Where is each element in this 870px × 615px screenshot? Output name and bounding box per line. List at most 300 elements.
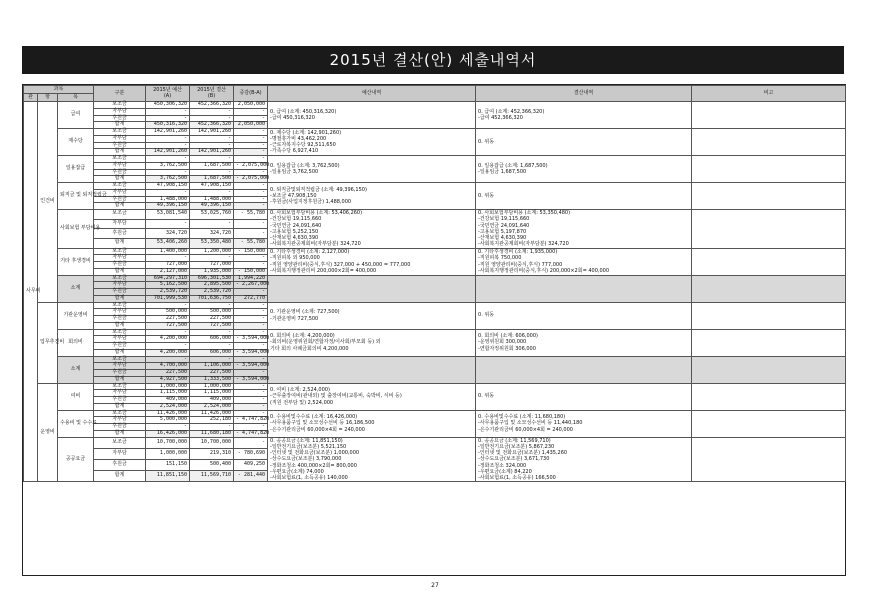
diff-cell: - [234, 129, 268, 136]
budget-cell: 409,000 [146, 397, 190, 404]
budget-cell: 16,426,000 [146, 430, 190, 437]
settle-cell: 1,115,000 [190, 390, 234, 397]
gubun-cell: 자부담 [94, 135, 146, 142]
detail-line: 0. 급여 (소계: 450,316,320) [270, 108, 337, 115]
detail-line: -고용보험 5,252,150 [270, 228, 319, 235]
budget-cell: - [146, 302, 190, 309]
detail-line: -급여 452,366,320 [478, 115, 523, 121]
budget-cell: 142,901,260 [146, 129, 190, 136]
budget-cell: - [146, 329, 190, 336]
gubun-cell: 후원금 [94, 316, 146, 323]
mok-cell: 여비 [58, 383, 94, 410]
settle-cell: - [190, 255, 234, 262]
settle-cell: 696,301,530 [190, 275, 234, 282]
settle-cell: 1,687,500 [190, 162, 234, 169]
diff-cell: - [234, 309, 268, 316]
settle-cell: 452,366,320 [190, 122, 234, 129]
diff-cell: - [234, 383, 268, 390]
detail-line: -운영위원회 300,000 [478, 339, 527, 346]
budget-cell: - [146, 356, 190, 363]
diff-cell: - [234, 135, 268, 142]
gubun-cell: 후원금 [94, 397, 146, 404]
diff-cell: - 281,440 [234, 471, 268, 482]
diff-cell: - [234, 196, 268, 203]
budget-cell: 227,500 [146, 370, 190, 377]
diff-cell: - [234, 149, 268, 156]
settle-detail-cell [476, 410, 692, 437]
gubun-cell: 자부담 [94, 282, 146, 289]
settle-cell: 53,350,480 [190, 238, 234, 248]
settle-cell: 227,500 [190, 370, 234, 377]
settle-detail-cell [476, 383, 692, 410]
detail-line: -인터넷 및 전화요금(보조분) 1,000,000 [270, 450, 360, 456]
budget-cell: - [146, 135, 190, 142]
header-subject: 과목 [24, 86, 94, 94]
budget-cell: 3,762,500 [146, 162, 190, 169]
budget-cell: 324,720 [146, 229, 190, 239]
table-row [24, 129, 846, 136]
header-budget: 2015년 예산 (A) [146, 86, 190, 102]
gubun-cell: 후원금 [94, 289, 146, 296]
diff-cell: - [234, 390, 268, 397]
budget-cell: 1,115,000 [146, 390, 190, 397]
detail-line: -산재보험 4,630,390 [478, 235, 527, 241]
gubun-cell: 보조금 [94, 383, 146, 390]
budget-cell: 701,999,530 [146, 295, 190, 302]
budget-detail-cell [268, 302, 476, 329]
budget-detail-cell [268, 329, 476, 356]
gubun-cell: 합계 [94, 322, 146, 329]
detail-line: -사회복지관공제회비(자부담분) 324,720 [478, 241, 569, 248]
budget-detail-cell [268, 275, 476, 302]
diff-cell: - 4,747,820 [234, 430, 268, 437]
settle-detail-cell [476, 329, 692, 356]
page-title: 2015년 결산(안) 세출내역서 [22, 46, 844, 74]
gubun-cell: 보조금 [94, 156, 146, 163]
detail-line: -은수기관리금비 60,000×4회 = 240,000 [270, 426, 365, 433]
settle-cell: 2,895,500 [190, 282, 234, 289]
mok-cell: 수용비 및 수수료 [58, 410, 94, 437]
diff-cell: - [234, 169, 268, 176]
gubun-cell: 자부담 [94, 255, 146, 262]
budget-cell: 11,851,150 [146, 471, 190, 482]
settle-cell: 452,366,320 [190, 102, 234, 109]
budget-cell: 11,426,000 [146, 410, 190, 417]
gubun-cell: 보조금 [94, 183, 146, 190]
budget-cell: 53,081,540 [146, 210, 190, 220]
page-number: 27 [431, 582, 439, 589]
table-row [24, 383, 846, 390]
budget-cell: 4,200,000 [146, 336, 190, 343]
settle-cell: - [190, 108, 234, 115]
budget-cell: 1,488,000 [146, 196, 190, 203]
gubun-cell: 보조금 [94, 129, 146, 136]
budget-detail-cell [268, 210, 476, 249]
detail-line: 0. 일용잡급 (소계: 1,687,500) [478, 162, 548, 169]
table-row [24, 302, 846, 309]
diff-cell: - 3,594,000 [234, 363, 268, 370]
gubun-cell: 합계 [94, 238, 146, 248]
header-mok: 목 [58, 94, 94, 102]
budget-cell: 2,524,000 [146, 403, 190, 410]
detail-line: 0. 위동 [478, 138, 495, 145]
budget-cell: - [146, 219, 190, 229]
settle-cell: 2,524,000 [190, 403, 234, 410]
diff-cell: - [234, 403, 268, 410]
gubun-cell: 합계 [94, 122, 146, 129]
settle-cell: 49,396,150 [190, 203, 234, 210]
gubun-cell: 자부담 [94, 448, 146, 459]
budget-detail-cell [268, 129, 476, 156]
diff-cell: - 2,075,000 [234, 162, 268, 169]
table-row [24, 210, 846, 220]
detail-line: -보조금 47,908,150 [270, 192, 317, 199]
mok-cell: 퇴직금 및 퇴직적립금 [58, 183, 94, 210]
detail-line: -우편요금(소계) 84,220 [478, 468, 532, 475]
hang-cell: 인건비 [38, 102, 58, 303]
budget-cell: - [146, 424, 190, 431]
settle-cell: - [190, 135, 234, 142]
gubun-cell: 합계 [94, 149, 146, 156]
settle-cell: - [190, 189, 234, 196]
diff-cell: - [234, 302, 268, 309]
budget-cell: - [146, 156, 190, 163]
diff-cell: 1,994,220 [234, 275, 268, 282]
diff-cell: - 55,780 [234, 210, 268, 220]
gubun-cell: 후원금 [94, 169, 146, 176]
settle-cell: 727,500 [190, 322, 234, 329]
gubun-cell: 합계 [94, 471, 146, 482]
note-cell [692, 248, 846, 275]
detail-line: -직원피복 750,000 [478, 255, 522, 262]
budget-cell: 5,162,500 [146, 282, 190, 289]
detail-line: -직원피복 외 950,000 [270, 255, 320, 262]
mok-cell: 기관운영비 [58, 302, 94, 329]
diff-cell: - [234, 316, 268, 323]
settle-cell: 701,636,750 [190, 295, 234, 302]
detail-line: -사무용품구입 및 소모성수선비 등 16,186,500 [270, 420, 375, 427]
detail-line: -산재보험 4,630,390 [270, 235, 319, 241]
diff-cell: - [234, 229, 268, 239]
gubun-cell: 후원금 [94, 343, 146, 350]
detail-line: -가족수당 6,927,410 [270, 148, 319, 155]
detail-line: -사회복지행정관리비 200,000×2회= 400,000 [270, 267, 377, 274]
settle-cell: - [190, 424, 234, 431]
budget-cell: - [146, 115, 190, 122]
detail-line: -명절휴가비 43,462,200 [270, 135, 327, 142]
budget-cell: 2,539,720 [146, 289, 190, 296]
settle-cell: - [190, 219, 234, 229]
gubun-cell: 후원금 [94, 142, 146, 149]
detail-line: -일용임금 1,687,500 [478, 169, 527, 175]
settle-cell: - [190, 343, 234, 350]
detail-line: -건강보험 19,115,660 [478, 216, 530, 223]
settle-cell: 47,908,150 [190, 183, 234, 190]
table-row [24, 356, 846, 363]
budget-cell: 694,297,310 [146, 275, 190, 282]
detail-line: 0. 수용비및수수료 (소계: 16,426,000) [270, 414, 358, 421]
note-cell [692, 275, 846, 302]
budget-cell: 1,000,000 [146, 448, 190, 459]
settle-cell: - [190, 356, 234, 363]
detail-line: -회의비(운영위원회/연합자정/이사회/부모회 등) 외 [270, 339, 381, 346]
table-row [24, 437, 846, 448]
header-settle-detail: 결산내역 [476, 86, 692, 102]
detail-line: -상수도요금(보조분) 3,671,730 [478, 456, 550, 463]
settle-detail-cell [476, 302, 692, 329]
budget-detail-cell [268, 183, 476, 210]
diff-cell: 2,050,000 [234, 102, 268, 109]
mok-cell: 일용잡급 [58, 156, 94, 183]
settle-cell: 1,935,000 [190, 268, 234, 275]
detail-line: 0. 기타후생경비 (소계: 1,935,000) [478, 249, 558, 255]
diff-cell: 2,050,000 [234, 122, 268, 129]
detail-line: -상수도요금(보조분) 3,790,000 [270, 456, 342, 463]
settle-cell: 606,000 [190, 336, 234, 343]
gubun-cell: 자부담 [94, 189, 146, 196]
settle-cell: 1,000,000 [190, 383, 234, 390]
gubun-cell: 보조금 [94, 102, 146, 109]
mok-cell: 소계 [58, 275, 94, 302]
diff-cell: - [234, 322, 268, 329]
detail-line: 0. 회의비 (소계: 606,000) [478, 333, 538, 340]
detail-line: -후원금(사업지정후원금) 1,488,000 [270, 199, 352, 206]
detail-line: -고용보험 5,197,870 [478, 228, 527, 235]
budget-cell: - [146, 189, 190, 196]
settle-cell: 1,488,000 [190, 196, 234, 203]
diff-cell: 409,250 [234, 459, 268, 470]
detail-line: 0. 위동 [478, 393, 495, 400]
diff-cell: - [234, 108, 268, 115]
detail-line: 0. 일용잡급 (소계: 3,762,500) [270, 162, 340, 169]
detail-line: 0. 제수당 (소계: 142,901,260) [270, 129, 342, 136]
detail-line: 0. 사회보험부담비용 (소계: 53,350,480) [478, 210, 571, 216]
settle-cell: 500,000 [190, 309, 234, 316]
note-cell [692, 410, 846, 437]
detail-line: 0. 사회보험부담비용 (소계: 53,406,260) [270, 210, 363, 216]
gubun-cell: 보조금 [94, 356, 146, 363]
note-cell [692, 437, 846, 482]
settle-cell: 142,901,260 [190, 129, 234, 136]
diff-cell: - [234, 437, 268, 448]
budget-cell: - [146, 169, 190, 176]
gwan-cell: 사무비 [24, 102, 38, 482]
detail-line: -정화조청소 324,000 [478, 462, 527, 469]
budget-cell: 2,127,000 [146, 268, 190, 275]
budget-cell: 5,000,000 [146, 417, 190, 424]
diff-cell: - [234, 424, 268, 431]
header-gubun: 구분 [94, 86, 146, 102]
expenditure-table [23, 85, 846, 482]
settle-cell: 252,180 [190, 417, 234, 424]
gubun-cell: 후원금 [94, 196, 146, 203]
detail-line: 0. 기타후생경비 (소계: 2,127,000) [270, 249, 350, 255]
budget-detail-cell [268, 102, 476, 129]
budget-cell: 3,762,500 [146, 176, 190, 183]
budget-cell: 49,396,150 [146, 203, 190, 210]
diff-cell: - 3,594,000 [234, 349, 268, 356]
settle-cell: 2,539,720 [190, 289, 234, 296]
expenditure-table-container [22, 84, 846, 576]
budget-cell: 4,700,000 [146, 363, 190, 370]
settle-cell: - [190, 142, 234, 149]
settle-cell: 142,901,260 [190, 149, 234, 156]
gubun-cell: 후원금 [94, 459, 146, 470]
budget-cell: - [146, 255, 190, 262]
diff-cell: - [234, 189, 268, 196]
detail-line: -일용임금 3,762,500 [270, 169, 319, 175]
gubun-cell: 보조금 [94, 410, 146, 417]
settle-cell: 10,700,000 [190, 437, 234, 448]
budget-cell: 4,200,000 [146, 349, 190, 356]
gubun-cell: 후원금 [94, 262, 146, 269]
detail-line: 0. 위동 [478, 192, 495, 199]
detail-line: -근무출장여비(관내외) 및 출장여비(교통비, 숙박비, 식비 등) [270, 393, 402, 400]
note-cell [692, 210, 846, 249]
hang-cell: 업무추진비 [38, 302, 58, 383]
settle-cell: - [190, 169, 234, 176]
detail-line: -사회보험료(1, 소득공유) 140,000 [270, 475, 348, 481]
budget-cell: 1,000,000 [146, 383, 190, 390]
settle-detail-cell [476, 129, 692, 156]
budget-cell: 727,000 [146, 262, 190, 269]
table-row [24, 329, 846, 336]
settle-cell: - [190, 115, 234, 122]
budget-cell: 53,406,260 [146, 238, 190, 248]
mok-cell: 급여 [58, 102, 94, 129]
settle-detail-cell [476, 156, 692, 183]
settle-cell: 409,000 [190, 397, 234, 404]
gubun-cell: 자부담 [94, 390, 146, 397]
gubun-cell: 보조금 [94, 302, 146, 309]
note-cell [692, 102, 846, 129]
diff-cell: - [234, 410, 268, 417]
note-cell [692, 356, 846, 383]
gubun-cell: 자부담 [94, 363, 146, 370]
budget-detail-cell [268, 437, 476, 482]
detail-line: 0. 여비 (소계: 2,524,000) [270, 387, 330, 394]
detail-line: 0. 공공요금 (소계: 11,851,150) [270, 437, 343, 444]
diff-cell: - 2,267,000 [234, 282, 268, 289]
gubun-cell: 자부담 [94, 162, 146, 169]
settle-cell: 11,426,000 [190, 410, 234, 417]
table-row [24, 102, 846, 109]
diff-cell: - [234, 262, 268, 269]
settle-cell: - [190, 156, 234, 163]
gubun-cell: 후원금 [94, 115, 146, 122]
diff-cell: - 3,594,000 [234, 336, 268, 343]
detail-line: 0. 위동 [478, 312, 495, 319]
settle-cell: 1,333,500 [190, 376, 234, 383]
detail-line: 0. 회의비 (소계: 4,200,000) [270, 333, 335, 340]
mok-cell: 사회보험 부담비용 [58, 210, 94, 249]
gubun-cell: 자부담 [94, 336, 146, 343]
settle-detail-cell [476, 437, 692, 482]
note-cell [692, 302, 846, 329]
settle-cell: 324,720 [190, 229, 234, 239]
diff-cell: - 55,780 [234, 238, 268, 248]
gubun-cell: 합계 [94, 430, 146, 437]
budget-detail-cell [268, 156, 476, 183]
budget-cell: 500,000 [146, 309, 190, 316]
gubun-cell: 자부담 [94, 417, 146, 424]
gubun-cell: 자부담 [94, 219, 146, 229]
gubun-cell: 보조금 [94, 329, 146, 336]
mok-cell: 제수당 [58, 129, 94, 156]
gubun-cell: 후원금 [94, 229, 146, 239]
note-cell [692, 383, 846, 410]
budget-detail-cell [268, 248, 476, 275]
budget-cell: 227,500 [146, 316, 190, 323]
detail-line: -직원 영양관리비(중식,후식) 327,000 + 450,000 = 777,000 [270, 261, 411, 268]
settle-cell: 1,106,000 [190, 363, 234, 370]
diff-cell: - [234, 343, 268, 350]
settle-detail-cell [476, 248, 692, 275]
detail-line: -정화조청소 400,000×2회= 800,000 [270, 462, 357, 469]
header-budget-detail: 예산내역 [268, 86, 476, 102]
mok-cell: 소계 [58, 356, 94, 383]
header-gwan: 관 [24, 94, 38, 102]
gubun-cell: 보조금 [94, 210, 146, 220]
gubun-cell: 보조금 [94, 275, 146, 282]
budget-cell: 47,908,150 [146, 183, 190, 190]
diff-cell: - [234, 370, 268, 377]
budget-detail-cell [268, 383, 476, 410]
table-row [24, 248, 846, 255]
diff-cell: - [234, 156, 268, 163]
settle-cell: 227,500 [190, 316, 234, 323]
settle-cell: 53,025,760 [190, 210, 234, 220]
detail-line: -일반전기요금(보조분) 5,521,150 [270, 443, 347, 450]
gubun-cell: 후원금 [94, 370, 146, 377]
settle-detail-cell [476, 356, 692, 383]
diff-cell: - [234, 356, 268, 363]
table-row [24, 183, 846, 190]
gubun-cell: 합계 [94, 295, 146, 302]
gubun-cell: 합계 [94, 349, 146, 356]
detail-line: -근로자복지수당 92,511,650 [270, 142, 336, 148]
settle-detail-cell [476, 102, 692, 129]
diff-cell: - 780,690 [234, 448, 268, 459]
settle-cell: 500,400 [190, 459, 234, 470]
detail-line: -사회복지행정관리비(중식,후식) 200,000×2회= 400,000 [478, 267, 610, 274]
detail-line: 기타 회의 사례금회의비 4,200,000 [270, 345, 349, 352]
budget-detail-cell [268, 356, 476, 383]
detail-line: -기관운영비 727,500 [270, 315, 319, 322]
settle-detail-cell [476, 275, 692, 302]
gubun-cell: 합계 [94, 403, 146, 410]
detail-line: -연합자정위원회 306,000 [478, 345, 536, 352]
table-row [24, 275, 846, 282]
diff-cell: - [234, 397, 268, 404]
detail-line: -국민연금 24,091,640 [270, 222, 322, 229]
diff-cell: - 4,747,820 [234, 417, 268, 424]
detail-line: -사무용품구입 및 소모성수선비 등 11,440,180 [478, 420, 583, 427]
diff-cell: - 3,594,000 [234, 376, 268, 383]
mok-cell: 회의비 [58, 329, 94, 356]
settle-cell: 606,000 [190, 349, 234, 356]
budget-cell: 450,316,320 [146, 122, 190, 129]
settle-cell: 11,569,710 [190, 471, 234, 482]
table-row [24, 156, 846, 163]
diff-cell: - [234, 183, 268, 190]
diff-cell: - 150,000 [234, 268, 268, 275]
hang-cell: 운영비 [38, 383, 58, 482]
note-cell [692, 329, 846, 356]
budget-cell: 4,927,500 [146, 376, 190, 383]
detail-line: -국민연금 24,091,640 [478, 222, 530, 229]
gubun-cell: 후원금 [94, 424, 146, 431]
